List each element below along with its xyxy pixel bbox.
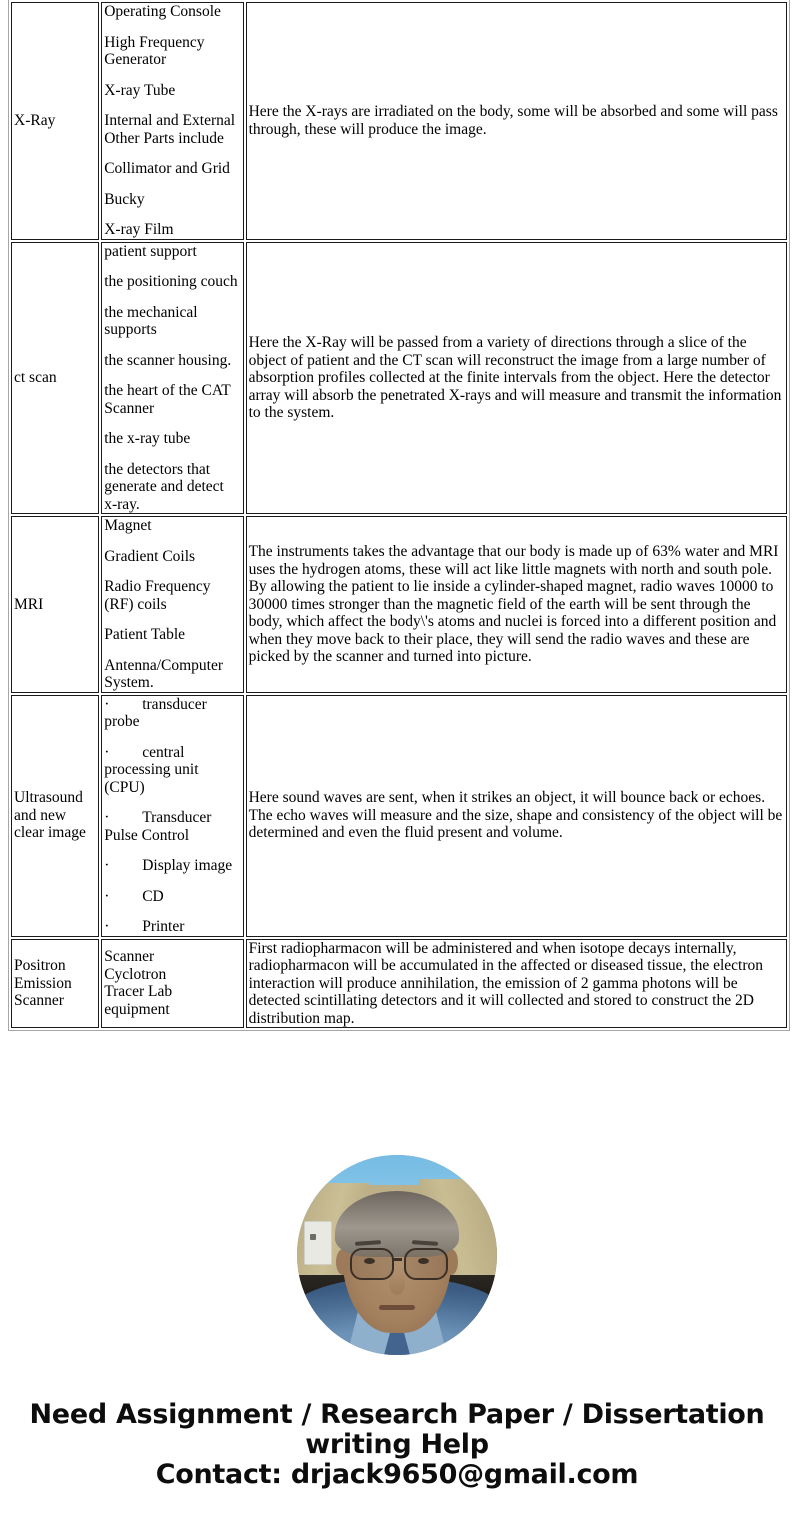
modality-name: Ultrasound and new clear image bbox=[14, 789, 86, 842]
part-item bbox=[104, 918, 240, 936]
cell-parts bbox=[101, 939, 243, 1029]
bullet-icon: · bbox=[104, 918, 110, 935]
modality-name: X-Ray bbox=[14, 112, 56, 129]
table-row bbox=[11, 939, 787, 1029]
photo-background-switchplate bbox=[304, 1221, 332, 1265]
part-item: Magnet bbox=[104, 517, 152, 534]
cell-description bbox=[246, 695, 787, 937]
bullet-icon: · bbox=[104, 857, 110, 874]
table-row bbox=[11, 242, 787, 515]
description-text: Here the X-rays are irradiated on the body, some will be absorbed and some will pass through, these will produce the image. bbox=[248, 103, 778, 138]
part-item: the x-ray tube bbox=[104, 430, 191, 447]
part-item: the positioning couch bbox=[104, 273, 238, 290]
part-item-label: transducer probe bbox=[104, 695, 207, 730]
description-text: Here the X-Ray will be passed from a variety of directions through a slice of the object of patient and the CT scan will reconstruct the image from a large number of absorption profiles collected at the finite intervals from the object. Here the detector array will absorb the penetrated X-rays and will measure and transmit the information to the system. bbox=[248, 334, 782, 421]
part-item-label: Printer bbox=[142, 918, 185, 935]
modality-table-container bbox=[8, 0, 790, 1031]
parts-list bbox=[104, 3, 240, 239]
part-item bbox=[104, 857, 240, 875]
description-text: Here sound waves are sent, when it strikes an object, it will bounce back or echoes. The echo waves will measure and the size, shape and consistency of the object will be determined and even the fluid present and volume. bbox=[248, 789, 783, 842]
bullet-icon: · bbox=[104, 887, 110, 905]
cell-modality bbox=[11, 695, 99, 937]
part-item: Radio Frequency (RF) coils bbox=[104, 578, 211, 613]
part-item: Operating Console bbox=[104, 3, 221, 20]
part-item: patient support bbox=[104, 242, 197, 260]
cell-description bbox=[246, 242, 787, 515]
photo-mouth bbox=[379, 1305, 415, 1310]
part-item: Gradient Coils bbox=[104, 547, 196, 565]
cell-modality bbox=[11, 242, 99, 515]
cell-modality bbox=[11, 939, 99, 1029]
cell-description bbox=[246, 2, 787, 240]
photo-block bbox=[0, 1155, 794, 1360]
cell-modality bbox=[11, 516, 99, 693]
part-item-label: CD bbox=[142, 887, 164, 905]
part-item: Patient Table bbox=[104, 626, 186, 643]
part-item bbox=[104, 888, 240, 906]
promo-block bbox=[0, 1400, 794, 1490]
part-item: X-ray Film bbox=[104, 221, 174, 238]
part-item: Collimator and Grid bbox=[104, 160, 230, 177]
glasses-lens-right-icon bbox=[404, 1248, 448, 1280]
part-item: High Frequency Generator bbox=[104, 33, 205, 68]
part-item bbox=[104, 809, 240, 844]
modality-table bbox=[8, 0, 790, 1031]
parts-list bbox=[104, 948, 240, 1018]
bullet-icon: · bbox=[104, 743, 110, 761]
part-item-label: Transducer Pulse Control bbox=[104, 809, 212, 844]
cell-parts bbox=[101, 695, 243, 937]
part-item: the heart of the CAT Scanner bbox=[104, 382, 231, 417]
part-item-label: central processing unit (CPU) bbox=[104, 743, 199, 796]
table-row bbox=[11, 2, 787, 240]
parts-list bbox=[104, 243, 240, 514]
modality-name: ct scan bbox=[14, 369, 57, 386]
part-item: Bucky bbox=[104, 190, 145, 208]
part-item: Antenna/Computer System. bbox=[104, 656, 224, 691]
bullet-icon: · bbox=[104, 695, 110, 713]
part-item bbox=[104, 696, 240, 731]
description-text: The instruments takes the advantage that our body is made up of 63% water and MRI uses the hydrogen atoms, these will act like little magnets with north and south pole. By allowing the patient to lie inside a cylinder-shaped magnet, radio waves 10000 to 30000 times stronger than the magnetic field of the earth will be sent through the body, which affect the body\'s atoms and nuclei is forced into a different position and when they move back to their place, they will send the radio waves and these are picked by the scanner and turned into picture. bbox=[248, 543, 779, 665]
part-item: Internal and External Other Parts include bbox=[104, 112, 236, 147]
glasses-lens-left-icon bbox=[350, 1248, 394, 1280]
part-item: Cyclotron bbox=[104, 965, 167, 983]
cell-parts bbox=[101, 516, 243, 693]
part-item: Scanner bbox=[104, 948, 155, 966]
table-row bbox=[11, 695, 787, 937]
part-item: the mechanical supports bbox=[104, 303, 198, 338]
photo-nose bbox=[389, 1273, 405, 1295]
part-item: the scanner housing. bbox=[104, 351, 232, 369]
cell-parts bbox=[101, 242, 243, 515]
parts-list bbox=[104, 696, 240, 936]
part-item bbox=[104, 744, 240, 797]
table-row bbox=[11, 516, 787, 693]
glasses-bridge-icon bbox=[392, 1258, 402, 1261]
parts-list bbox=[104, 517, 240, 692]
description-text: First radiopharmacon will be administered and when isotope decays internally, radiopharmacon will be accumulated in the affected or diseased tissue, the electron interaction will produce annihilation, the emission of 2 gamma photons will be detected scintillating detectors and it will collected and stored to construct the 2D distribution map. bbox=[248, 939, 764, 1027]
avatar bbox=[297, 1155, 497, 1355]
table-body bbox=[11, 2, 787, 1028]
promo-contact: Contact: drjack9650@gmail.com bbox=[155, 1459, 639, 1490]
part-item: X-ray Tube bbox=[104, 81, 176, 99]
part-item: Tracer Lab equipment bbox=[104, 983, 173, 1018]
bullet-icon: · bbox=[104, 809, 110, 826]
cell-description bbox=[246, 939, 787, 1029]
modality-name: MRI bbox=[14, 595, 44, 613]
promo-headline: Need Assignment / Research Paper / Dissertation writing Help bbox=[29, 1399, 765, 1460]
cell-modality bbox=[11, 2, 99, 240]
part-item-label: Display image bbox=[142, 857, 233, 874]
cell-description bbox=[246, 516, 787, 693]
cell-parts bbox=[101, 2, 243, 240]
part-item: the detectors that generate and detect x-ray. bbox=[104, 460, 224, 513]
modality-name: Positron Emission Scanner bbox=[14, 957, 72, 1009]
